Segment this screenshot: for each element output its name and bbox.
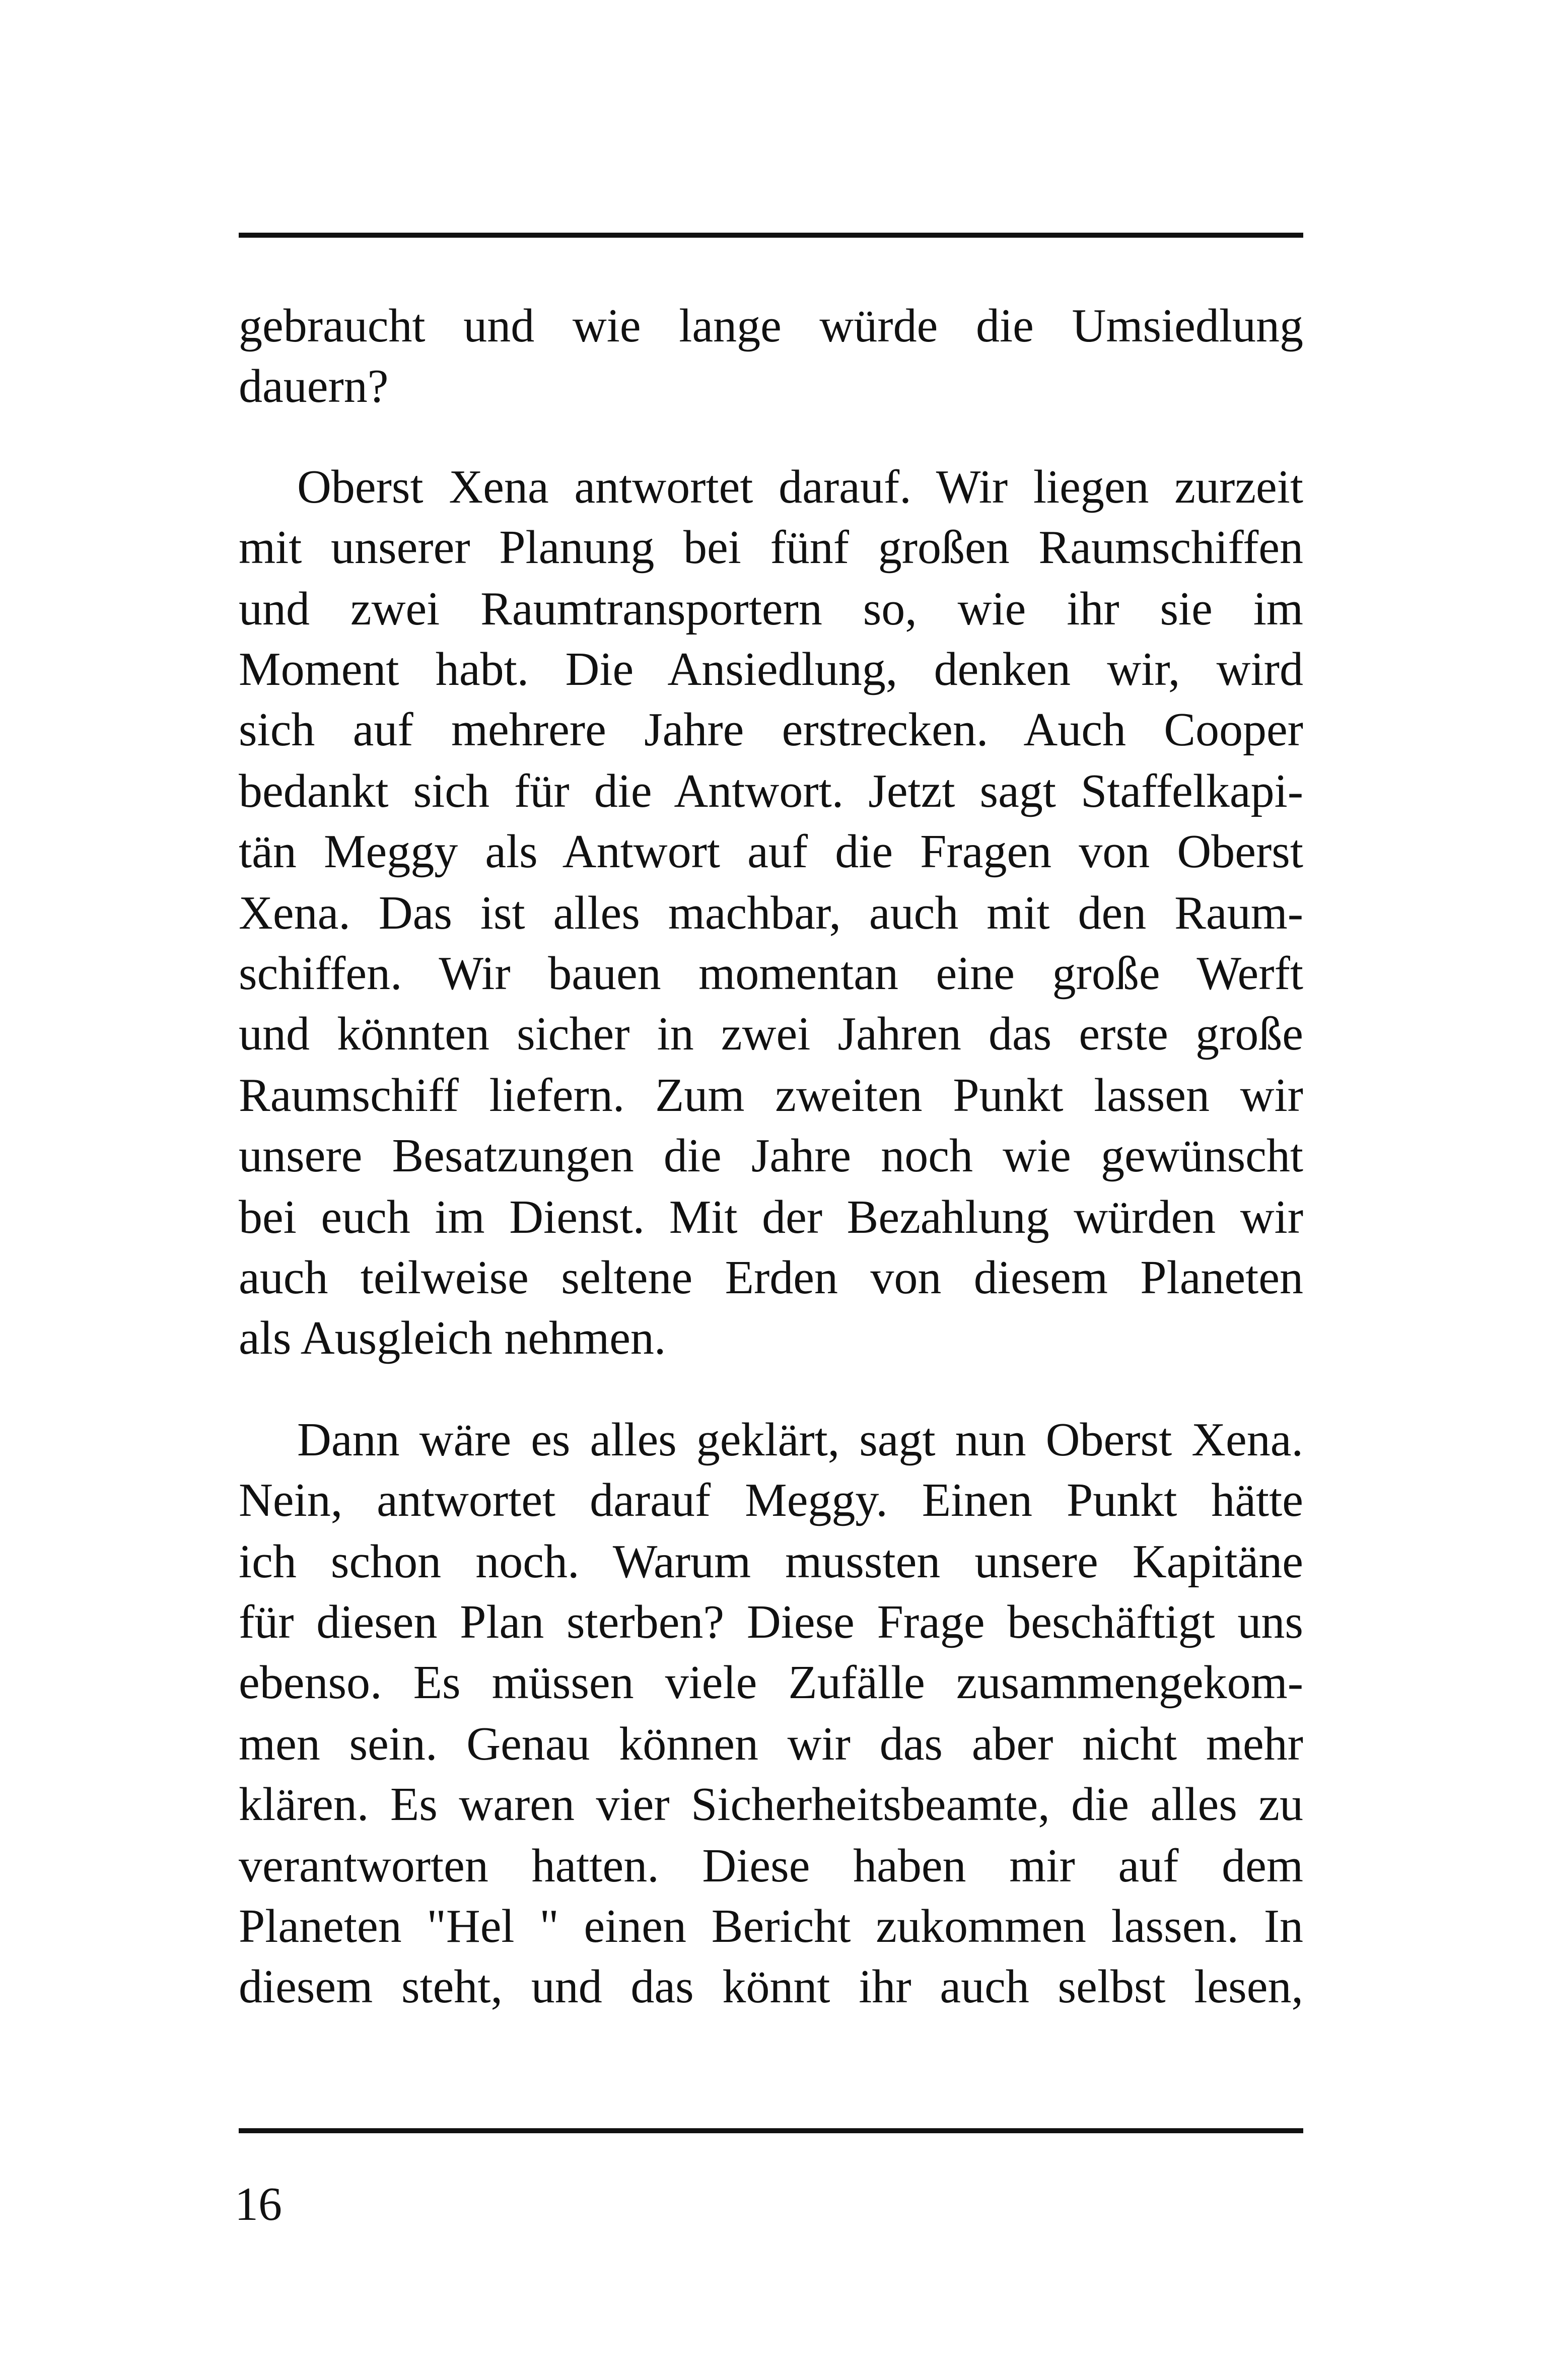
text-line: Oberst Xena antwortet darauf. Wir liegen zurzeit — [297, 461, 1303, 513]
header-rule — [239, 233, 1303, 238]
text-line: dauern? — [239, 360, 389, 412]
footer-rule — [239, 2128, 1303, 2133]
text-line: bei euch im Dienst. Mit der Bezahlung würden wir — [239, 1191, 1303, 1243]
text-line: unsere Besatzungen die Jahre noch wie gewünscht — [239, 1130, 1303, 1182]
text-line: Raumschiff liefern. Zum zweiten Punkt lassen wir — [239, 1069, 1303, 1122]
text-line: Planeten "Hel " einen Bericht zukommen lassen. In — [239, 1900, 1303, 1952]
text-line: Dann wäre es alles geklärt, sagt nun Oberst Xena. — [297, 1414, 1303, 1466]
text-line: mit unserer Planung bei fünf großen Raumschiffen — [239, 521, 1303, 574]
text-line: und könnten sicher in zwei Jahren das erste große — [239, 1008, 1303, 1060]
text-line: ebenso. Es müssen viele Zufälle zusammengekom- — [239, 1656, 1303, 1709]
page-number: 16 — [235, 2178, 282, 2230]
text-line: ich schon noch. Warum mussten unsere Kapitäne — [239, 1535, 1303, 1588]
text-line: und zwei Raumtransportern so, wie ihr sie im — [239, 583, 1303, 635]
text-line: Nein, antwortet darauf Meggy. Einen Punkt hätte — [239, 1474, 1303, 1526]
text-line: diesem steht, und das könnt ihr auch selbst lesen, — [239, 1961, 1303, 2013]
text-line: auch teilweise seltene Erden von diesem Planeten — [239, 1251, 1303, 1304]
text-line: bedankt sich für die Antwort. Jetzt sagt Staffelkapi- — [239, 765, 1303, 817]
text-line: schiffen. Wir bauen momentan eine große Werft — [239, 947, 1303, 1000]
text-line: verantworten hatten. Diese haben mir auf dem — [239, 1840, 1303, 1892]
text-line: als Ausgleich nehmen. — [239, 1312, 666, 1364]
text-line: für diesen Plan sterben? Diese Frage beschäftigt uns — [239, 1596, 1303, 1648]
text-line: klären. Es waren vier Sicherheitsbeamte, die alles zu — [239, 1778, 1303, 1831]
text-line: tän Meggy als Antwort auf die Fragen von Oberst — [239, 825, 1303, 878]
text-line: gebraucht und wie lange würde die Umsiedlung — [239, 300, 1303, 352]
text-line: Moment habt. Die Ansiedlung, denken wir, wird — [239, 643, 1303, 695]
text-line: men sein. Genau können wir das aber nicht mehr — [239, 1718, 1303, 1770]
text-line: Xena. Das ist alles machbar, auch mit den Raum- — [239, 887, 1303, 939]
text-line: sich auf mehrere Jahre erstrecken. Auch Cooper — [239, 704, 1303, 756]
